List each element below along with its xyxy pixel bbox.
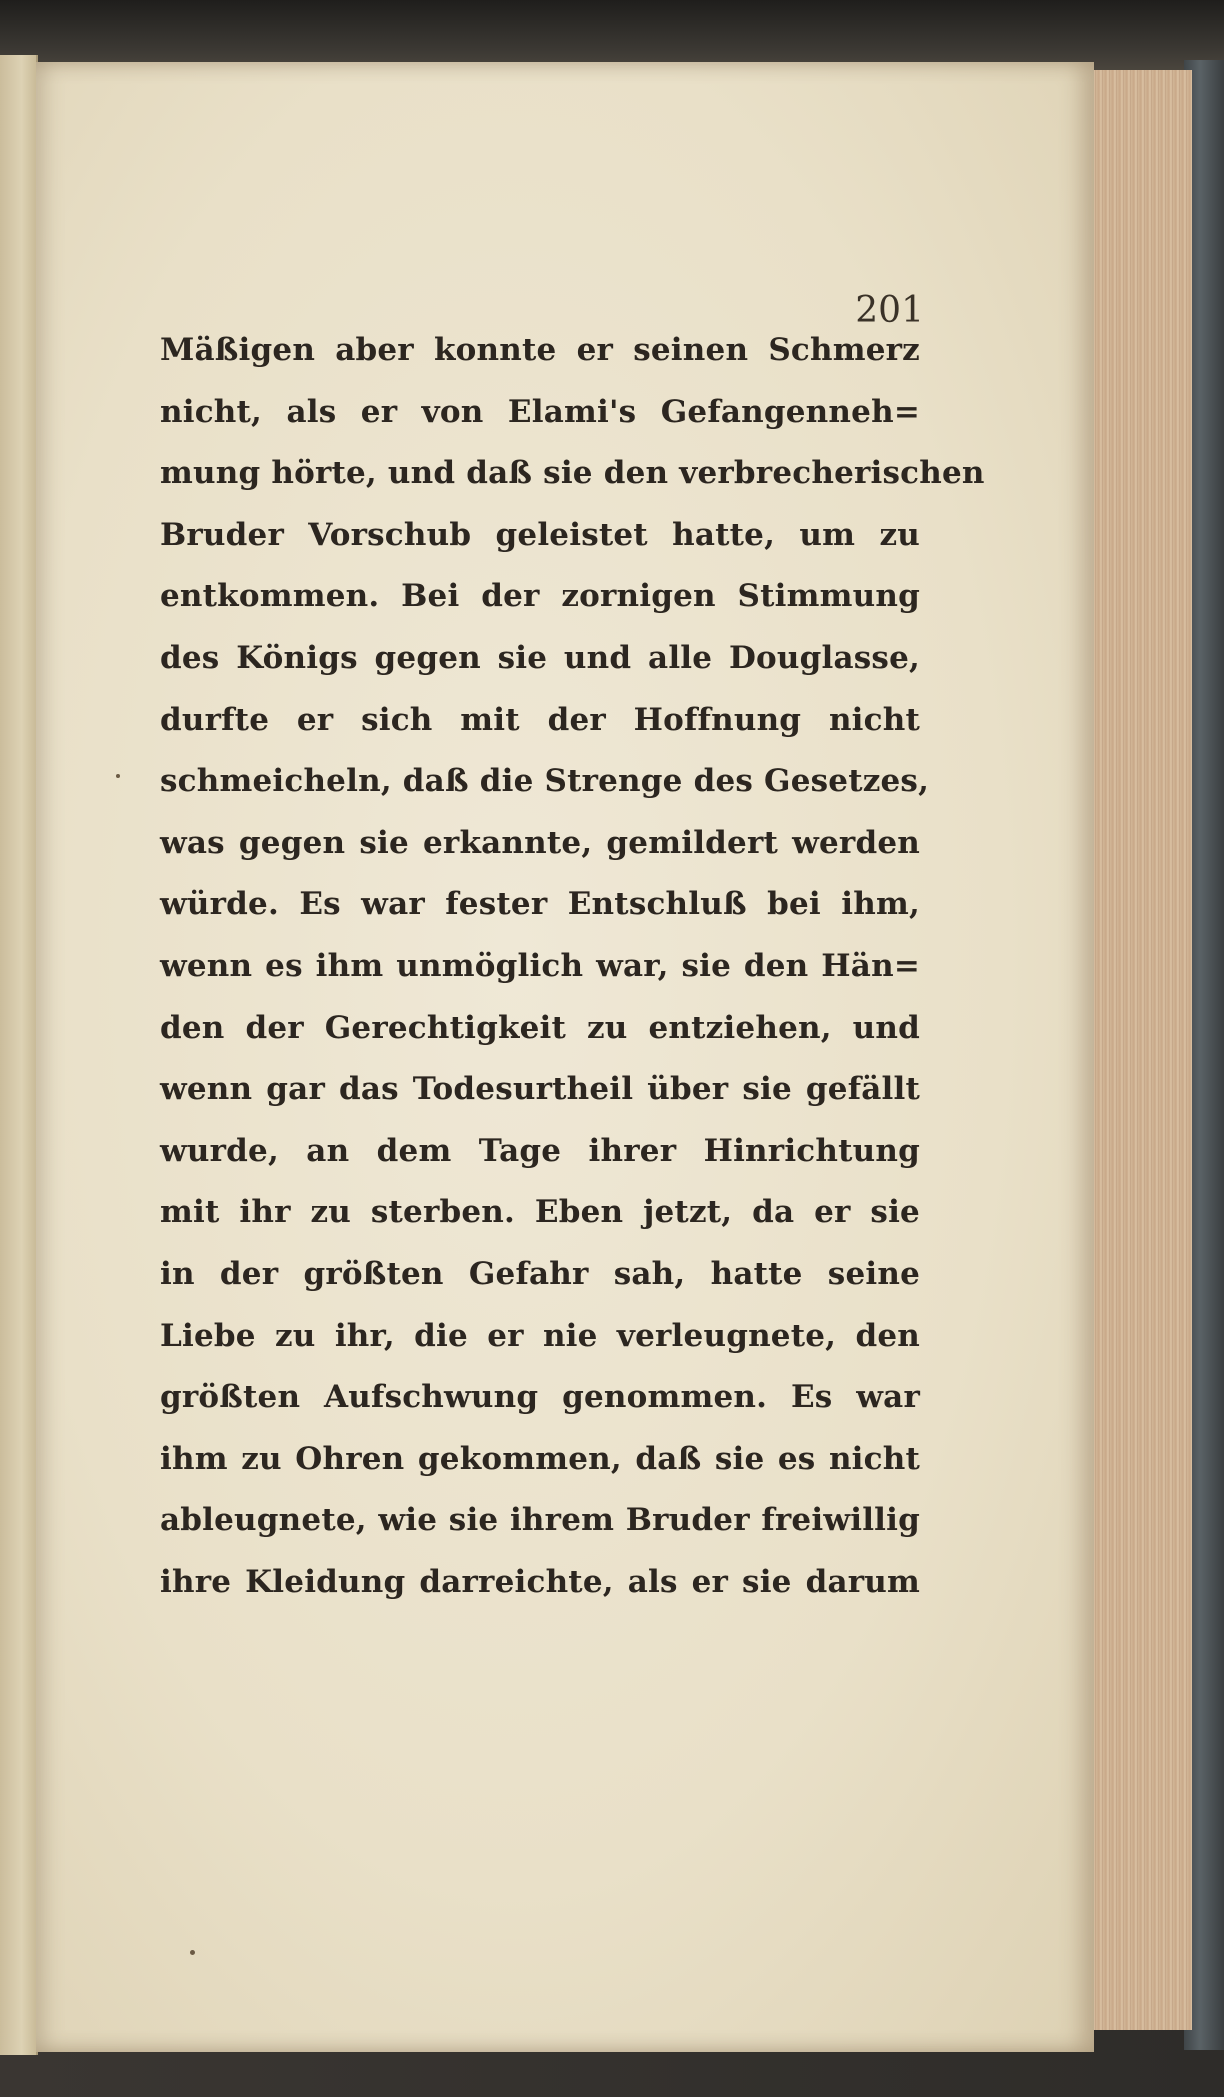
page-stack-edge [1080, 70, 1192, 2030]
foxing-spot [190, 1950, 195, 1955]
facing-page-edge [0, 55, 38, 2055]
text-line: den der Gerechtigkeit zu entziehen, und [160, 1009, 920, 1046]
text-block [160, 320, 985, 1613]
text-line: ableugnete, wie sie ihrem Bruder freiwillig [160, 1502, 920, 1539]
text-line: wenn es ihm unmöglich war, sie den Hän= [160, 947, 920, 984]
page-number: 201 [855, 290, 924, 331]
text-line: entkommen. Bei der zornigen Stimmung [160, 578, 920, 615]
text-line: des Königs gegen sie und alle Douglasse, [160, 639, 920, 676]
text-line: wenn gar das Todesurtheil über sie gefällt [160, 1071, 920, 1108]
text-line: nicht, als er von Elami's Gefangenneh= [160, 393, 920, 430]
foxing-spot [116, 774, 120, 778]
text-line: durfte er sich mit der Hoffnung nicht [160, 701, 920, 738]
text-line: mung hörte, und daß sie den verbrecherischen [160, 455, 985, 492]
book-cover-top [0, 0, 1224, 70]
text-line: in der größten Gefahr sah, hatte seine [160, 1255, 920, 1292]
text-line: mit ihr zu sterben. Eben jetzt, da er sie [160, 1194, 920, 1231]
text-line: wurde, an dem Tage ihrer Hinrichtung [160, 1132, 920, 1169]
text-line: ihre Kleidung darreichte, als er sie darum [160, 1563, 920, 1600]
book-page [36, 62, 1094, 2052]
text-line: Bruder Vorschub geleistet hatte, um zu [160, 516, 920, 553]
text-line: schmeicheln, daß die Strenge des Gesetzes, [160, 763, 930, 800]
text-line: ihm zu Ohren gekommen, daß sie es nicht [160, 1440, 920, 1477]
text-line: Mäßigen aber konnte er seinen Schmerz [160, 332, 920, 368]
text-line: größten Aufschwung genommen. Es war [160, 1379, 920, 1416]
text-line: würde. Es war fester Entschluß bei ihm, [160, 886, 920, 923]
text-line: Liebe zu ihr, die er nie verleugnete, den [160, 1317, 920, 1354]
text-line: was gegen sie erkannte, gemildert werden [160, 824, 920, 861]
